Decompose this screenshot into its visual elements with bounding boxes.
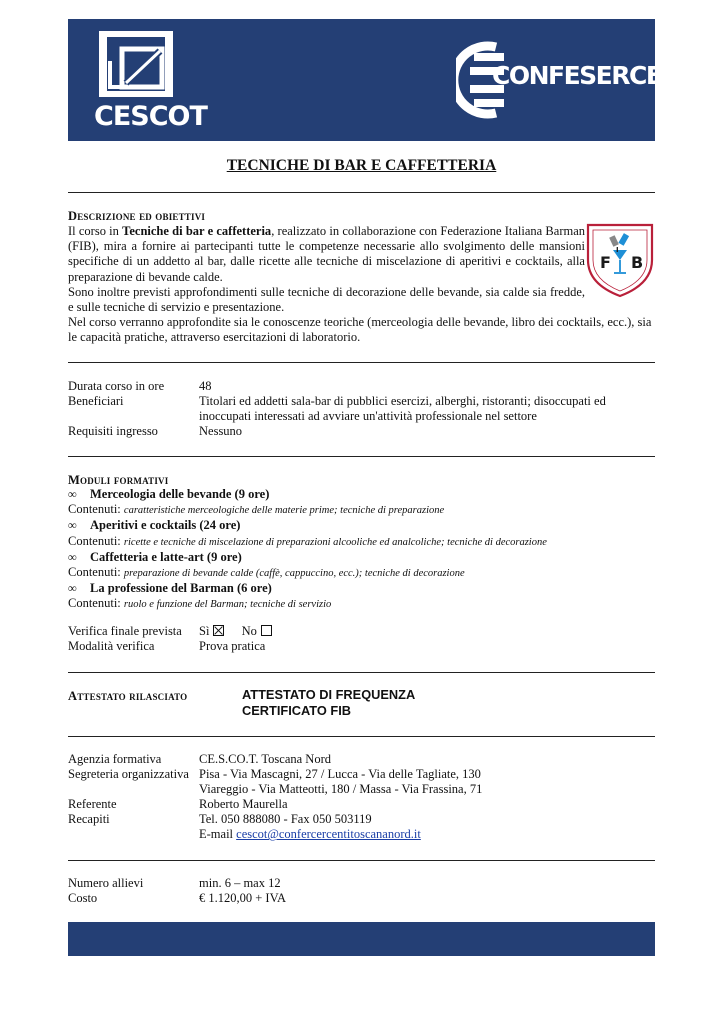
attestato-line-1: ATTESTATO DI FREQUENZA (242, 687, 416, 702)
costo-label: Costo (68, 891, 98, 905)
requisiti-value: Nessuno (199, 424, 243, 438)
module-title: Aperitivi e cocktails (24 ore) (90, 518, 241, 533)
requisiti-label: Requisiti ingresso (68, 424, 158, 438)
module-item: ∞ La professione del Barman (6 ore) Contenuti: ruolo e funzione del Barman; tecniche di servizio (68, 581, 332, 611)
description-heading: Descrizione ed obiettivi (68, 209, 206, 223)
allievi-label: Numero allievi (68, 876, 144, 890)
attestato-line-2: CERTIFICATO FIB (242, 703, 352, 718)
confesercenti-logo (456, 39, 705, 121)
module-contents: caratteristiche merceologiche delle materie prime; tecniche di preparazione (123, 505, 445, 517)
durata-label: Durata corso in ore (68, 379, 165, 393)
segreteria-value (199, 767, 482, 797)
costo-value: € 1.120,00 + IVA (199, 891, 287, 905)
description-paragraph-2: Sono inoltre previsti approfondimenti sulle tecniche di decorazione delle bevande, sia calde sia fredde, e sulle tecniche di servizio e presentazione. (68, 284, 585, 315)
modalita-value: Prova pratica (199, 639, 266, 653)
divider (68, 362, 655, 363)
cescot-logo-text: CESCOT (94, 101, 207, 132)
divider (68, 860, 655, 861)
module-item: ∞ Aperitivi e cocktails (24 ore) Contenuti: ricette e tecniche di miscelazione di preparazioni alcooliche ed analcoliche; tecniche di decorazione (68, 518, 547, 548)
no-label: No (241, 624, 257, 638)
referente-label: Referente (68, 797, 117, 811)
divider (68, 736, 655, 737)
modules-heading: Moduli formativi (68, 473, 169, 487)
module-title: La professione del Barman (6 ore) (90, 581, 272, 596)
description-paragraph-3: Nel corso verranno approfondite sia le conoscenze teoriche (merceologia delle bevande, libro dei cocktails, ecc.), sia le capacità pratiche, attraverso esercitazioni di laboratorio. (68, 315, 652, 345)
recapiti-email-row: E-mail cescot@confercercentitoscananord.it (199, 827, 421, 842)
fib-logo (585, 222, 655, 298)
recapiti-value (199, 812, 421, 842)
durata-value: 48 (199, 379, 212, 393)
svg-text:F: F (600, 253, 611, 272)
agenzia-value: CE.S.CO.T. Toscana Nord (199, 752, 331, 766)
footer-band (68, 922, 655, 956)
allievi-value: min. 6 – max 12 (199, 876, 281, 890)
svg-text:B: B (631, 253, 644, 272)
attestato-value (242, 687, 415, 719)
si-checkbox[interactable] (213, 625, 224, 636)
bullet-icon: ∞ (68, 487, 77, 501)
divider (68, 672, 655, 673)
beneficiari-value: Titolari ed addetti sala-bar di pubblici esercizi, alberghi, ristoranti; disoccupati ed inoccupati interessati ad avviare un'attività professionale nel settore (199, 394, 606, 424)
modules-list (68, 487, 655, 613)
cescot-emblem-icon (96, 31, 192, 101)
divider (68, 192, 655, 193)
recapiti-label: Recapiti (68, 812, 110, 826)
module-item: ∞ Caffetteria e latte-art (9 ore) Contenuti: preparazione di bevande calde (caffè, cappuccino, ecc.); tecniche di decorazione (68, 549, 465, 580)
header-band (68, 19, 705, 141)
bullet-icon: ∞ (68, 549, 77, 564)
divider (68, 456, 655, 457)
modalita-label: Modalità verifica (68, 639, 155, 653)
svg-text:I: I (616, 246, 619, 254)
agenzia-label: Agenzia formativa (68, 752, 162, 766)
module-contents: preparazione di bevande calde (caffè, cappuccino, ecc.); tecniche di decorazione (123, 568, 465, 580)
no-checkbox[interactable] (261, 625, 272, 636)
description-block (68, 224, 655, 346)
module-contents: ricette e tecniche di miscelazione di preparazioni alcooliche ed analcoliche; tecniche di decorazione (123, 536, 547, 548)
fib-shield-icon (585, 222, 655, 298)
page-title: TECNICHE DI BAR E CAFFETTERIA (226, 157, 497, 174)
confesercenti-logo-text: CONFESERCENTI (492, 61, 705, 90)
verifica-options (199, 624, 272, 639)
recapiti-tel: Tel. 050 888080 - Fax 050 503119 (199, 812, 372, 826)
description-paragraph-1: Il corso in Tecniche di bar e caffetteria, realizzato in collaborazione con Federazione Italiana Barman (FIB), mira a fornire ai partecipanti tutte le competenze necessarie allo svolgimento delle mansioni specifiche di un addetto al bar, dalle ricette alle tecniche di miscelazione di aperitivi e cocktails, alla preparazione di bevande calde. (68, 224, 586, 284)
module-title: Caffetteria e latte-art (9 ore) (90, 549, 242, 564)
module-item: ∞ Merceologia delle bevande (9 ore) Contenuti: caratteristiche merceologiche delle materie prime; tecniche di preparazione (68, 487, 445, 517)
module-title: Merceologia delle bevande (9 ore) (90, 487, 270, 501)
bullet-icon: ∞ (68, 581, 77, 596)
cescot-logo (94, 31, 207, 133)
module-contents: ruolo e funzione del Barman; tecniche di servizio (123, 599, 332, 611)
segreteria-line-2: Viareggio - Via Matteotti, 180 / Massa - Via Frassina, 71 (199, 782, 483, 797)
email-link[interactable]: cescot@confercercentitoscananord.it (236, 827, 421, 842)
beneficiari-label: Beneficiari (68, 394, 124, 408)
si-label: Sì (199, 624, 210, 638)
segreteria-label: Segreteria organizzativa (68, 767, 189, 781)
verifica-label: Verifica finale prevista (68, 624, 182, 638)
bullet-icon: ∞ (68, 518, 77, 533)
attestato-label: Attestato rilasciato (68, 689, 188, 703)
segreteria-line-1: Pisa - Via Mascagni, 27 / Lucca - Via delle Tagliate, 130 (199, 767, 481, 781)
referente-value: Roberto Maurella (199, 797, 288, 811)
